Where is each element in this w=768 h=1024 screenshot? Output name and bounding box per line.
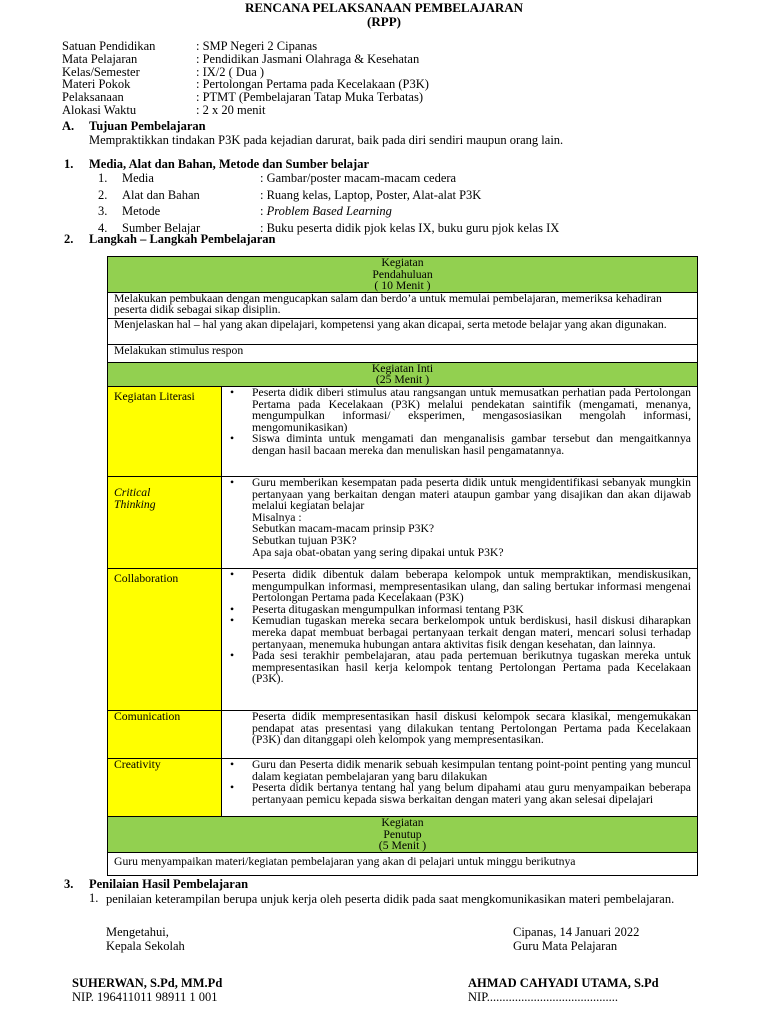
section-a-text: Mempraktikkan tindakan P3K pada kejadian darurat, baik pada diri sendiri maupun orang lain. bbox=[89, 133, 564, 147]
list-value: : Ruang kelas, Laptop, Poster, Alat-alat P3K bbox=[260, 187, 482, 202]
bullet-icon: • bbox=[230, 757, 235, 771]
header-line: Kegiatan Inti bbox=[371, 361, 434, 375]
section-1-number: 1. bbox=[64, 157, 74, 171]
label-line: Thinking bbox=[114, 497, 156, 511]
pendahuluan-header bbox=[108, 257, 698, 293]
creativity-content bbox=[222, 758, 698, 816]
collaboration-content bbox=[222, 568, 698, 710]
bullet-text: Kemudian tugaskan mereka secara berkelompok untuk berdiskusi, hasil diskusi diharapkan mereka dapat membuat berbagai pertanyaan terkait dengan materi, mencari solusi terhadap pertanyaan, menemuka hubungan antara aktivitas fisik dengan kesehatan, dan lainnya. bbox=[252, 614, 691, 651]
bullet-icon: • bbox=[230, 385, 235, 399]
list-item bbox=[228, 759, 691, 782]
table-row bbox=[108, 362, 698, 386]
list-number: 3. bbox=[98, 204, 108, 218]
document-subtitle: (RPP) bbox=[367, 14, 401, 29]
table-cell: Guru menyampaikan materi/kegiatan pembelajaran yang akan di pelajari untuk minggu berikutnya bbox=[108, 852, 698, 875]
comunication-content bbox=[222, 710, 698, 758]
bullet-icon: • bbox=[230, 614, 235, 628]
signature-right-nip: NIP.......................................... bbox=[468, 990, 619, 1004]
table-row bbox=[108, 386, 698, 476]
header-line: Pendahuluan bbox=[372, 267, 433, 281]
critical-thinking-label bbox=[108, 476, 222, 568]
section-a-heading: Tujuan Pembelajaran bbox=[89, 119, 206, 133]
penutup-header bbox=[108, 816, 698, 852]
table-row bbox=[108, 344, 698, 362]
identity-key: Satuan Pendidikan bbox=[62, 39, 156, 53]
collaboration-label: Collaboration bbox=[108, 568, 222, 710]
list-key: Alat dan Bahan bbox=[122, 187, 200, 202]
identity-value: : Pertolongan Pertama pada Kecelakaan (P3K) bbox=[196, 77, 429, 92]
header-line: (5 Menit ) bbox=[378, 839, 427, 853]
identity-key: Materi Pokok bbox=[62, 77, 131, 92]
table-row bbox=[108, 710, 698, 758]
identity-row bbox=[62, 53, 429, 66]
list-item bbox=[98, 205, 559, 222]
table-row bbox=[108, 852, 698, 875]
list-key: Sumber Belajar bbox=[122, 220, 201, 235]
table-row bbox=[108, 568, 698, 710]
table-row bbox=[108, 758, 698, 816]
bullet-text: Guru dan Peserta didik menarik sebuah kesimpulan tentang point-point penting yang muncul dalam kegiatan pembelajaran yang baru dilakukan bbox=[252, 757, 691, 783]
critical-thinking-content bbox=[222, 476, 698, 568]
list-value: : Gambar/poster macam-macam cedera bbox=[260, 171, 457, 185]
signature-left-name: SUHERWAN, S.Pd, MM.Pd bbox=[72, 976, 223, 990]
text-line: Sebutkan macam-macam prinsip P3K? bbox=[252, 522, 435, 536]
header-line: (25 Menit ) bbox=[375, 373, 430, 387]
bullet-text: Pada sesi terakhir pembelajaran, atau pada pertemuan berikutnya tugaskan mereka untuk mempresentasikan hasil kerja kelompok tentang Pertolongan Pertama pada Kecelakaan (P3K). bbox=[252, 649, 691, 686]
table-row bbox=[108, 318, 698, 344]
text-line: Sebutkan tujuan P3K? bbox=[252, 533, 357, 547]
header-line: Kegiatan bbox=[381, 815, 424, 829]
table-row bbox=[108, 292, 698, 318]
signature-left-nip: NIP. 196411011 98911 1 001 bbox=[72, 990, 218, 1004]
list-item bbox=[98, 189, 559, 206]
signature-left-line1: Mengetahui, bbox=[106, 925, 169, 939]
header-line: Kegiatan bbox=[381, 256, 424, 269]
list-item bbox=[98, 172, 559, 189]
media-list bbox=[98, 172, 559, 238]
section-1-heading: Media, Alat dan Bahan, Metode dan Sumber belajar bbox=[89, 157, 369, 171]
table-cell: Menjelaskan hal – hal yang akan dipelajari, kompetensi yang akan dicapai, serta metode belajar yang akan digunakan. bbox=[108, 318, 698, 344]
identity-value: : Pendidikan Jasmani Olahraga & Kesehatan bbox=[196, 51, 420, 66]
creativity-label: Creativity bbox=[108, 758, 222, 816]
list-key: Metode bbox=[122, 204, 161, 218]
bullet-text: Siswa diminta untuk mengamati dan menganalisis gambar tersebut dan mengaitkannya dengan hasil bacaan mereka dan menuliskan hasil pengamatannya. bbox=[252, 432, 691, 457]
bullet-text: Peserta didik dibentuk dalam beberapa kelompok untuk mempraktikan, mendiskusikan, mengumpulkan informasi, mempresentasikan ulang, dan saling bertukar informasi mengenai Pertolongan Pertama pada Kecelakaan (P3K) bbox=[252, 567, 691, 605]
list-value: Problem Based Learning bbox=[266, 204, 392, 218]
list-key: Media bbox=[122, 171, 154, 185]
identity-row bbox=[62, 104, 429, 117]
list-item bbox=[228, 433, 691, 456]
list-number: 4. bbox=[98, 220, 108, 235]
section-2-number: 2. bbox=[64, 232, 74, 246]
identity-value: : IX/2 ( Dua ) bbox=[196, 64, 265, 79]
list-item bbox=[228, 782, 691, 805]
section-2-heading: Langkah – Langkah Pembelajaran bbox=[89, 232, 276, 246]
literasi-content bbox=[222, 386, 698, 476]
literasi-label: Kegiatan Literasi bbox=[108, 386, 222, 476]
identity-block bbox=[62, 40, 429, 117]
table-cell: Melakukan stimulus respon bbox=[108, 344, 698, 362]
list-number: 1. bbox=[98, 171, 108, 185]
list-item bbox=[228, 650, 691, 685]
signature-right-name: AHMAD CAHYADI UTAMA, S.Pd bbox=[468, 976, 659, 990]
learning-steps-table bbox=[107, 256, 698, 876]
identity-value: : 2 x 20 menit bbox=[196, 102, 266, 117]
text-line: Peserta didik mempresentasikan hasil diskusi kelompok secara klasikal, mengemukakan pendapat atas presentasi yang dilakukan tentang Pertolongan Pertama pada Kecelakaan (P3K) dan ditanggapi oleh kelompok yang mempresentasikan. bbox=[252, 709, 691, 747]
header-line: ( 10 Menit ) bbox=[374, 279, 431, 293]
section-3-item: penilaian keterampilan berupa unjuk kerja oleh peserta didik pada saat mengkomunikasikan materi pembelajaran. bbox=[106, 892, 675, 906]
bullet-icon: • bbox=[230, 475, 235, 489]
identity-row bbox=[62, 40, 429, 53]
section-3-heading: Penilaian Hasil Pembelajaran bbox=[89, 877, 249, 891]
inti-header bbox=[108, 362, 698, 386]
text-line: Misalnya : bbox=[252, 510, 302, 524]
list-item bbox=[228, 387, 691, 433]
table-row bbox=[108, 476, 698, 568]
identity-key: Kelas/Semester bbox=[62, 64, 140, 79]
identity-value: : PTMT (Pembelajaran Tatap Muka Terbatas) bbox=[196, 90, 424, 105]
table-cell: Melakukan pembukaan dengan mengucapkan salam dan berdo’a untuk memulai pembelajaran, memeriksa kehadiran peserta didik sebagai sikap disiplin. bbox=[108, 292, 698, 318]
identity-key: Pelaksanaan bbox=[62, 90, 124, 105]
comunication-label: Comunication bbox=[108, 710, 222, 758]
list-item bbox=[228, 615, 691, 650]
list-colon: : bbox=[260, 204, 267, 218]
table-row bbox=[108, 257, 698, 293]
bullet-icon: • bbox=[230, 602, 235, 616]
bullet-icon: • bbox=[230, 432, 235, 446]
bullet-icon: • bbox=[230, 567, 235, 581]
table-row bbox=[108, 816, 698, 852]
list-item bbox=[228, 569, 691, 604]
identity-value: : SMP Negeri 2 Cipanas bbox=[196, 39, 318, 53]
document-title: RENCANA PELAKSANAAN PEMBELAJARAN bbox=[244, 0, 524, 15]
signature-right-line1: Cipanas, 14 Januari 2022 bbox=[513, 925, 640, 939]
bullet-icon: • bbox=[230, 781, 235, 795]
identity-key: Alokasi Waktu bbox=[62, 102, 137, 117]
section-a-letter: A. bbox=[62, 119, 75, 133]
section-3-item-number: 1. bbox=[89, 891, 99, 905]
section-3-number: 3. bbox=[64, 877, 74, 891]
signature-left-line2: Kepala Sekolah bbox=[106, 939, 185, 953]
label-line: Critical bbox=[114, 485, 151, 499]
identity-key: Mata Pelajaran bbox=[62, 51, 138, 66]
bullet-text: Peserta didik diberi stimulus atau rangsangan untuk memusatkan perhatian pada Pertolongan Pertama pada Kecelakaan (P3K) melalui pendekatan saintifik (mengamati, menanya, mengumpulkan informasi/ eksperimen, mengasosiasikan mengolah informasi, mengomunikasikan) bbox=[252, 385, 691, 434]
bullet-icon: • bbox=[230, 649, 235, 663]
list-item bbox=[228, 477, 691, 512]
bullet-text: Guru memberikan kesempatan pada peserta didik untuk mengidentifikasi sebanyak mungkin pertanyaan yang berkaitan dengan materi ataupun gambar yang disajikan dan akan dijawab melalui kegiatan belajar bbox=[252, 475, 691, 513]
list-value: : Buku peserta didik pjok kelas IX, buku guru pjok kelas IX bbox=[260, 220, 560, 235]
bullet-text: Peserta didik bertanya tentang hal yang belum dipahami atau guru menyampaikan beberapa pertanyaan pemicu kepada siswa berkaitan dengan materi yang akan selesai dipelajari bbox=[252, 781, 691, 806]
header-line: Penutup bbox=[383, 827, 422, 841]
signature-right-line2: Guru Mata Pelajaran bbox=[513, 939, 618, 953]
bullet-text: Peserta ditugaskan mengumpulkan informasi tentang P3K bbox=[252, 602, 524, 616]
text-line: Apa saja obat-obatan yang sering dipakai untuk P3K? bbox=[252, 545, 504, 559]
list-number: 2. bbox=[98, 187, 108, 202]
